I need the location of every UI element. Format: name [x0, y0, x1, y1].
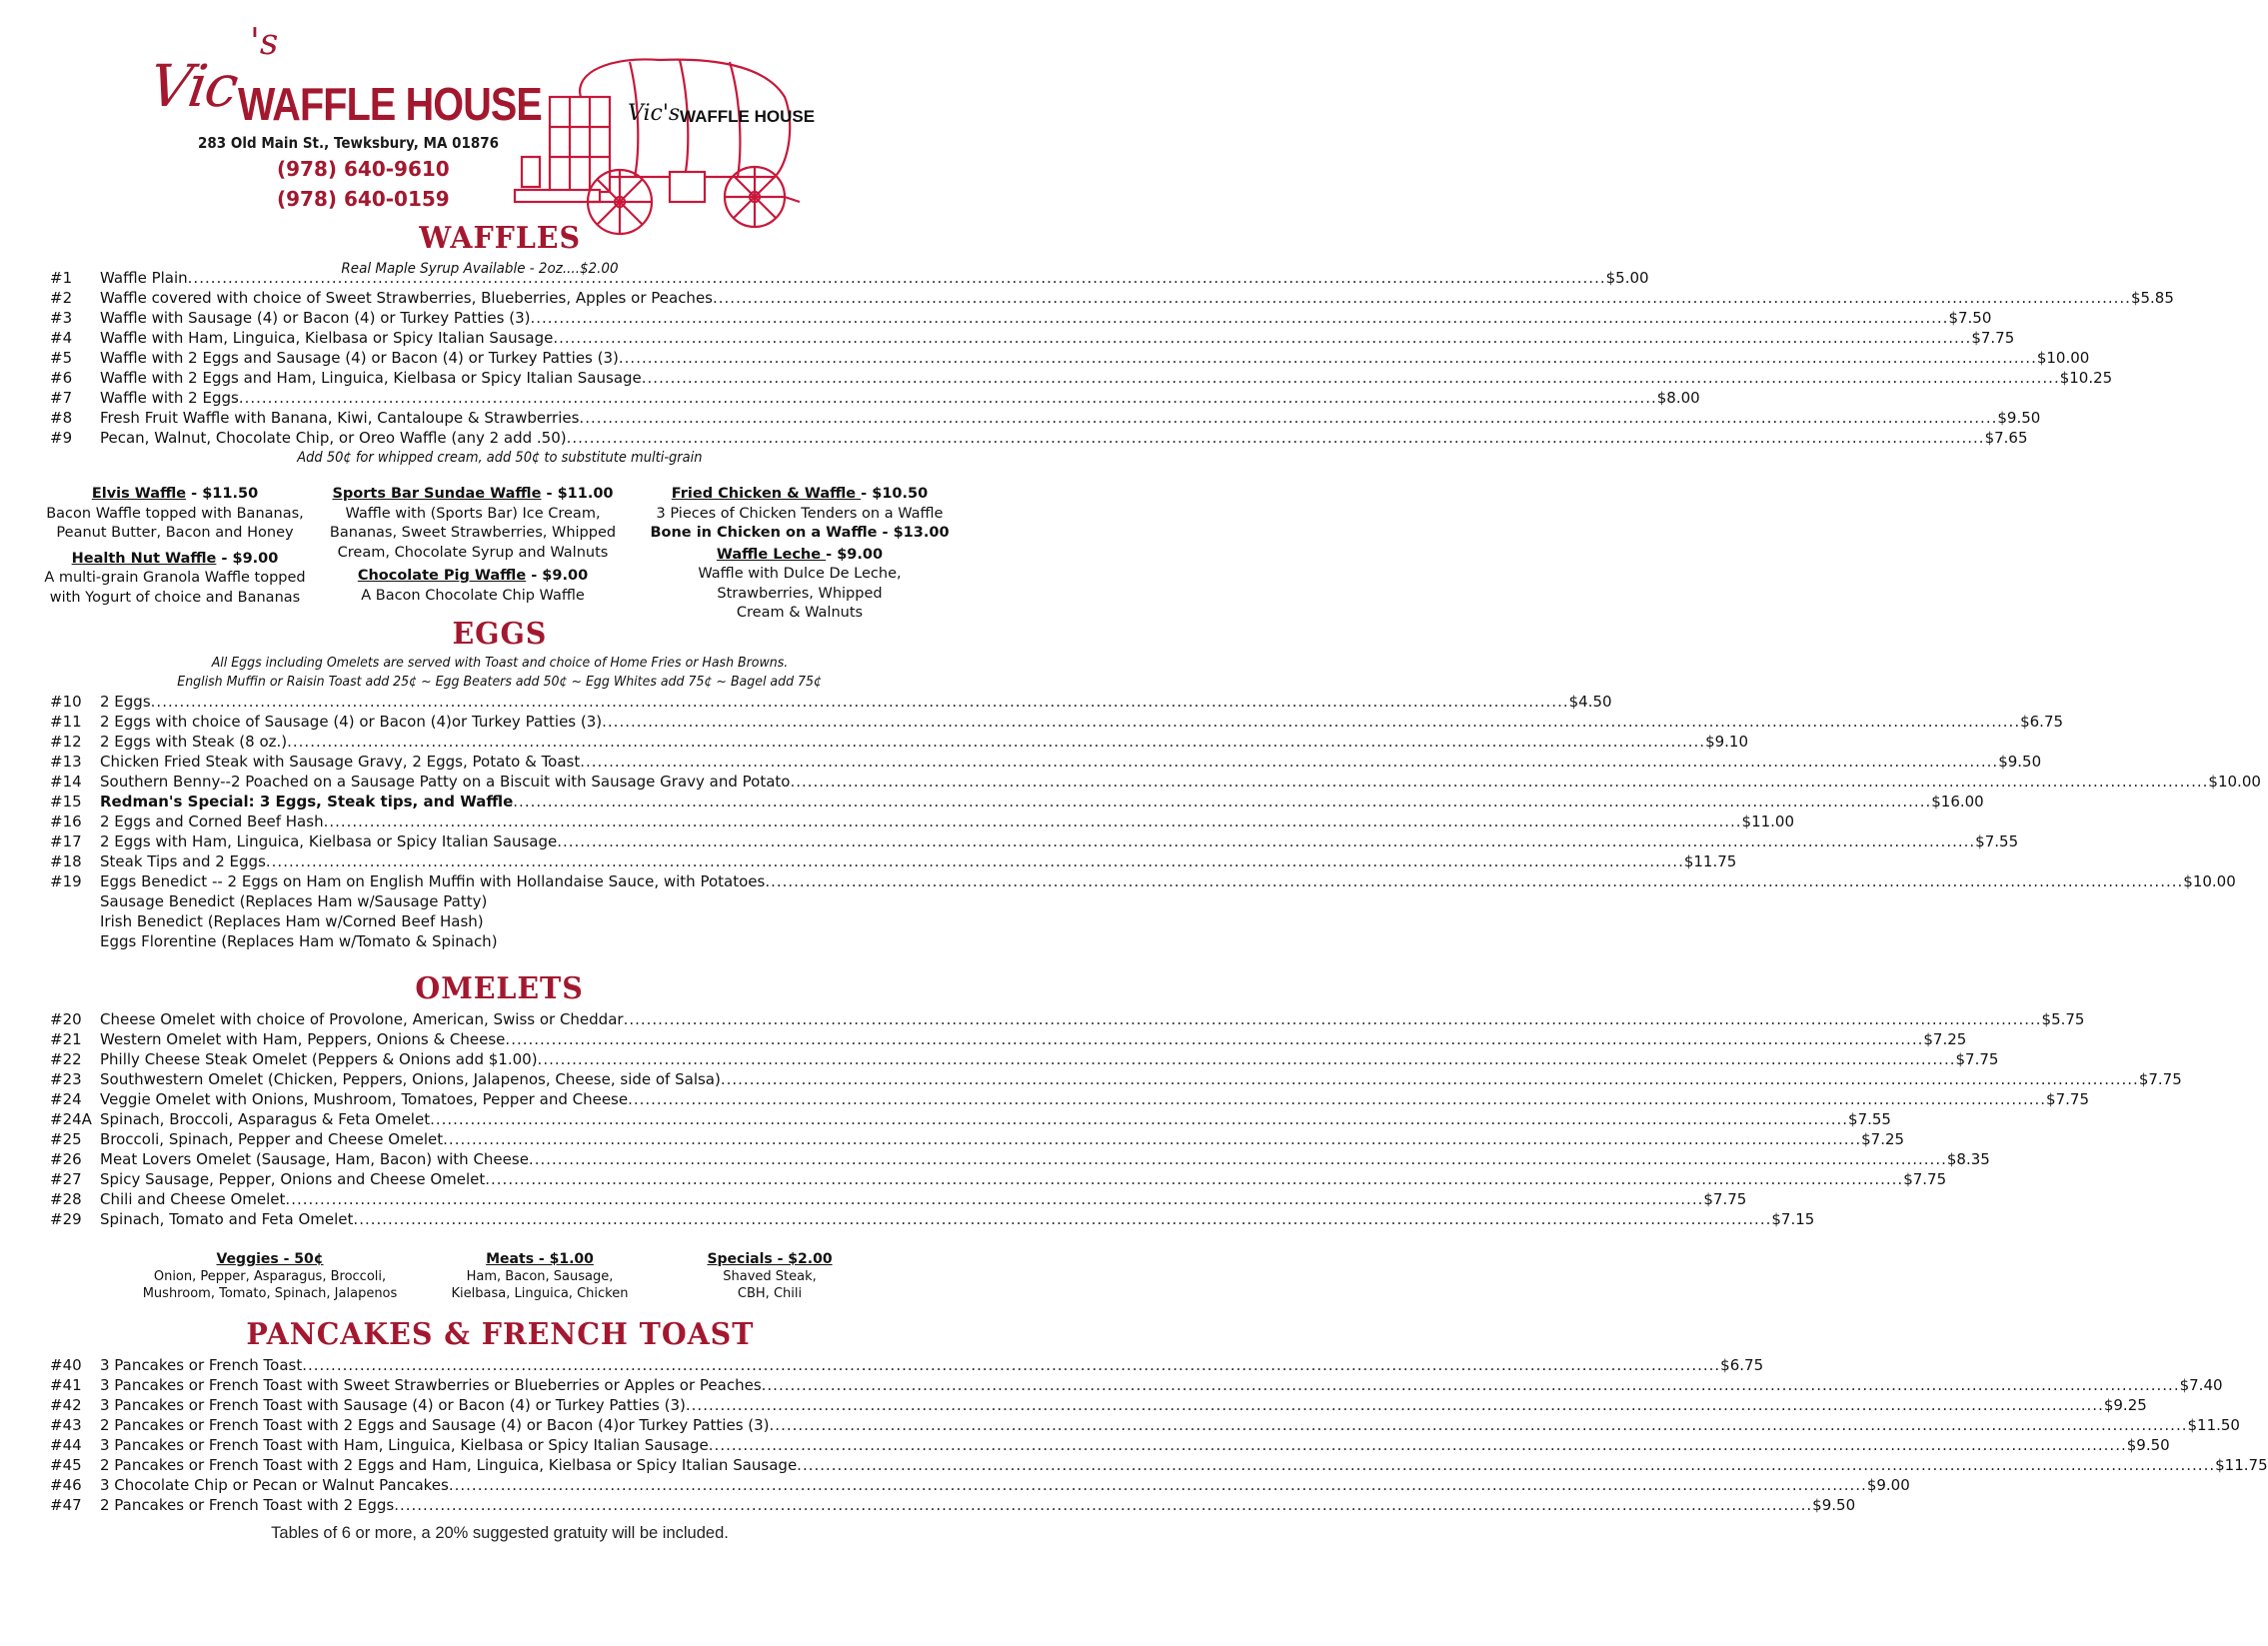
menu-item: #26 Meat Lovers Omelet (Sausage, Ham, Bacon) with Cheese ..... $8.35: [50, 1149, 955, 1169]
menu-item: #24A Spinach, Broccoli, Asparagus & Feta Omelet ..... $7.55: [50, 1109, 955, 1129]
phone-number-1: (978) 640-9610: [277, 157, 450, 181]
menu-item: #20 Cheese Omelet with choice of Provolone, American, Swiss or Cheddar ..... $5.75: [50, 1009, 955, 1029]
menu-item: #24 Veggie Omelet with Onions, Mushroom, Tomatoes, Pepper and Cheese ..... $7.75: [50, 1089, 955, 1109]
special-sports-bar-sundae-waffle: Sports Bar Sundae Waffle - $11.00 Waffle with (Sports Bar) Ice Cream, Bananas, Sweet Strawberries, Whipped Cream, Chocolate Syrup and Walnuts Chocolate Pig Waffle - $9.00 A Bacon Chocolate Chip Waffle: [329, 486, 617, 604]
menu-item: #5 Waffle with 2 Eggs and Sausage (4) or Bacon (4) or Turkey Patties (3) ..... $10.00: [50, 348, 955, 368]
menu-item: #45 2 Pancakes or French Toast with 2 Eggs and Ham, Linguica, Kielbasa or Spicy Italian Sausage ..... $11.75: [50, 1455, 955, 1475]
waffles-list: [50, 268, 2174, 448]
menu-item: #47 2 Pancakes or French Toast with 2 Eggs ..... $9.50: [50, 1495, 955, 1515]
menu-item: #25 Broccoli, Spinach, Pepper and Cheese Omelet ..... $7.25: [50, 1129, 955, 1149]
menu-item: #4 Waffle with Ham, Linguica, Kielbasa or Spicy Italian Sausage ..... $7.75: [50, 328, 955, 348]
menu-item: #21 Western Omelet with Ham, Peppers, Onions & Cheese ..... $7.25: [50, 1029, 955, 1049]
menu-item: #28 Chili and Cheese Omelet ..... $7.75: [50, 1189, 955, 1209]
addon-veggies: Veggies - 50¢ Onion, Pepper, Asparagus, Broccoli, Mushroom, Tomato, Spinach, Jalapenos: [142, 1251, 398, 1301]
menu-item: #11 2 Eggs with choice of Sausage (4) or Bacon (4)or Turkey Patties (3) ..... $6.75: [50, 712, 955, 732]
logo-main-text: WAFFLE HOUSE: [238, 78, 542, 130]
eggs-list: [50, 692, 2261, 951]
menu-item: #13 Chicken Fried Steak with Sausage Gravy, 2 Eggs, Potato & Toast ..... $9.50: [50, 752, 955, 772]
section-title-omelets: OMELETS: [415, 971, 585, 1006]
menu-item: #22 Philly Cheese Steak Omelet (Peppers & Onions add $1.00) ..... $7.75: [50, 1049, 955, 1069]
menu-item: #43 2 Pancakes or French Toast with 2 Eggs and Sausage (4) or Bacon (4)or Turkey Patties (3) ..... $11.50: [50, 1415, 955, 1435]
addon-meats: Meats - $1.00 Ham, Bacon, Sausage, Kielbasa, Linguica, Chicken: [451, 1251, 629, 1301]
syrup-note: Real Maple Syrup Available - 2oz....$2.00: [341, 261, 619, 277]
menu-item: #18 Steak Tips and 2 Eggs ..... $11.75: [50, 851, 955, 871]
menu-item: #17 2 Eggs with Ham, Linguica, Kielbasa or Spicy Italian Sausage ..... $7.55: [50, 831, 955, 851]
menu-item: #42 3 Pancakes or French Toast with Sausage (4) or Bacon (4) or Turkey Patties (3) ..... $9.25: [50, 1395, 955, 1415]
wagon-label-script: Vic's: [628, 101, 681, 126]
pancakes-list: [50, 1355, 2268, 1515]
eggs-note-2: English Muffin or Raisin Toast add 25¢ ~ Egg Beaters add 50¢ ~ Egg Whites add 75¢ ~ Bagel add 75¢: [177, 674, 823, 690]
menu-item: #29 Spinach, Tomato and Feta Omelet ..... $7.15: [50, 1209, 955, 1229]
menu-item: #14 Southern Benny--2 Poached on a Sausage Patty on a Biscuit with Sausage Gravy and Potato ..... $10.00: [50, 772, 955, 792]
specialty-waffles: [40, 485, 960, 630]
omelets-list: [50, 1009, 2182, 1229]
omelet-addons: [0, 1251, 1000, 1311]
menu-item: #7 Waffle with 2 Eggs ..... $8.00: [50, 388, 955, 408]
menu-item: #6 Waffle with 2 Eggs and Ham, Linguica, Kielbasa or Spicy Italian Sausage ..... $10.25: [50, 368, 955, 388]
menu-item: #19 Eggs Benedict -- 2 Eggs on Ham on English Muffin with Hollandaise Sauce, with Potatoes ..... $10.00: [50, 871, 955, 891]
special-fried-chicken-waffle: Fried Chicken & Waffle - $10.50 3 Pieces of Chicken Tenders on a Waffle Bone in Chicken on a Waffle - $13.00 Waffle Leche - $9.00 Waffle with Dulce De Leche, Strawberries, Whipped Cream & Walnuts: [650, 486, 950, 621]
eggs-note-1: All Eggs including Omelets are served with Toast and choice of Home Fries or Hash Browns.: [211, 655, 789, 671]
menu-item: #44 3 Pancakes or French Toast with Ham, Linguica, Kielbasa or Spicy Italian Sausage ..... $9.50: [50, 1435, 955, 1455]
menu-item: #41 3 Pancakes or French Toast with Sweet Strawberries or Blueberries or Apples or Peaches ..... $7.40: [50, 1375, 955, 1395]
menu-item: #16 2 Eggs and Corned Beef Hash ..... $11.00: [50, 812, 955, 831]
benedict-variant: Eggs Florentine (Replaces Ham w/Tomato & Spinach): [100, 932, 498, 950]
covered-wagon-illustration: [510, 52, 816, 242]
menu-item: #9 Pecan, Walnut, Chocolate Chip, or Oreo Waffle (any 2 add .50) ..... $7.65: [50, 428, 955, 448]
menu-item: #3 Waffle with Sausage (4) or Bacon (4) or Turkey Patties (3) ..... $7.50: [50, 308, 955, 328]
section-title-pancakes: PANCAKES & FRENCH TOAST: [246, 1317, 754, 1352]
section-title-eggs: EGGS: [452, 617, 548, 652]
menu-item: #27 Spicy Sausage, Pepper, Onions and Cheese Omelet ..... $7.75: [50, 1169, 955, 1189]
menu-item-featured: #15 Redman's Special: 3 Eggs, Steak tips, and Waffle ..... $16.00: [50, 792, 955, 812]
wagon-label-main: WAFFLE HOUSE: [680, 107, 816, 126]
addon-specials: Specials - $2.00 Shaved Steak, CBH, Chili: [707, 1251, 833, 1301]
waffles-footnote: Add 50¢ for whipped cream, add 50¢ to substitute multi-grain: [297, 450, 703, 466]
menu-item: #8 Fresh Fruit Waffle with Banana, Kiwi, Cantaloupe & Strawberries ..... $9.50: [50, 408, 955, 428]
special-elvis-waffle: Elvis Waffle - $11.50 Bacon Waffle topped with Bananas, Peanut Butter, Bacon and Honey Health Nut Waffle - $9.00 A multi-grain Granola Waffle topped with Yogurt of choice and Bananas: [44, 486, 306, 606]
phone-number-2: (978) 640-0159: [277, 187, 450, 211]
gratuity-note: Tables of 6 or more, a 20% suggested gratuity will be included.: [271, 1524, 729, 1542]
menu-item: #2 Waffle covered with choice of Sweet Strawberries, Blueberries, Apples or Peaches ..... $5.85: [50, 288, 955, 308]
menu-item: #40 3 Pancakes or French Toast ..... $6.75: [50, 1355, 955, 1375]
menu-item: #12 2 Eggs with Steak (8 oz.) ..... $9.10: [50, 732, 955, 752]
benedict-variant: Irish Benedict (Replaces Ham w/Corned Beef Hash): [100, 912, 484, 930]
benedict-variant: Sausage Benedict (Replaces Ham w/Sausage Patty): [100, 892, 488, 910]
section-title-waffles: WAFFLES: [419, 221, 581, 256]
logo-script-text: Vic: [145, 52, 241, 120]
menu-item: #1 Waffle Plain ..... $5.00: [50, 268, 955, 288]
menu-item: #46 3 Chocolate Chip or Pecan or Walnut Pancakes ..... $9.00: [50, 1475, 955, 1495]
restaurant-logo: [145, 22, 542, 132]
logo-apostrophe: 's: [250, 22, 279, 63]
restaurant-address: 283 Old Main St., Tewksbury, MA 01876: [198, 134, 500, 152]
menu-item: #10 2 Eggs ..... $4.50: [50, 692, 955, 712]
menu-item: #23 Southwestern Omelet (Chicken, Peppers, Onions, Jalapenos, Cheese, side of Salsa) ..... $7.75: [50, 1069, 955, 1089]
